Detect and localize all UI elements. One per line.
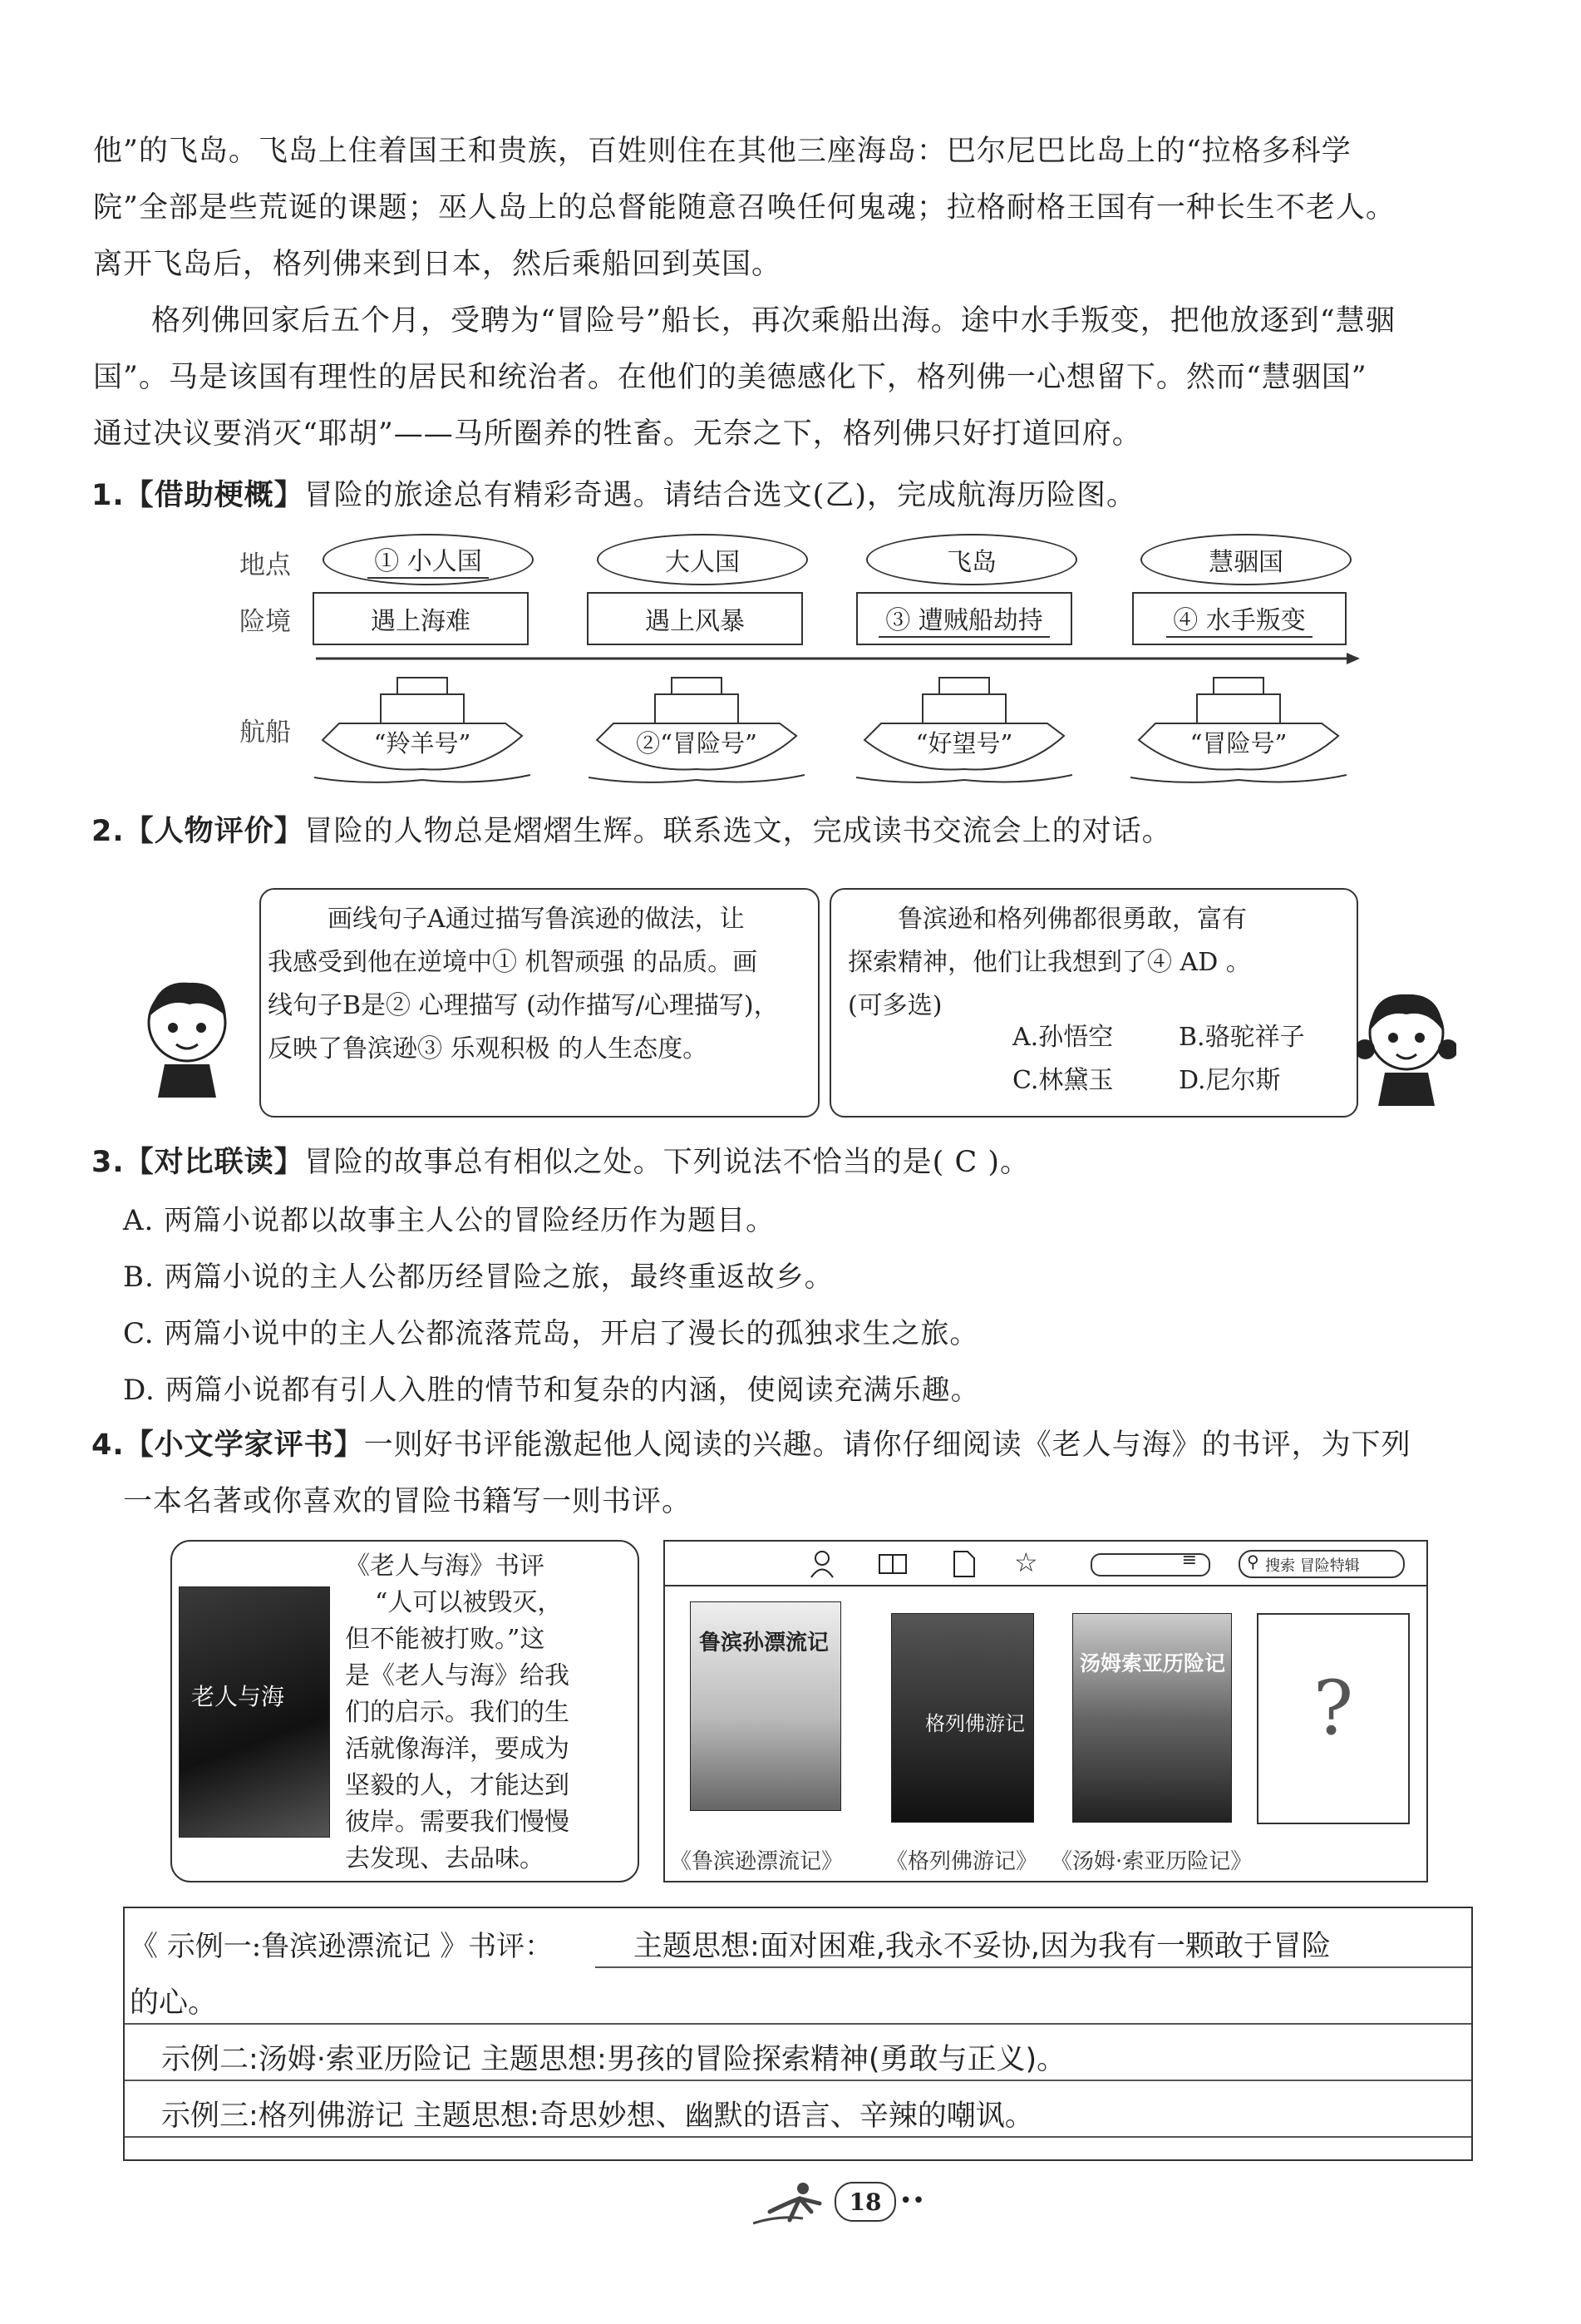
menu-toggle[interactable] <box>1091 1550 1210 1576</box>
answer-prefix: 《 示例一:鲁滨逊漂流记 》书评： <box>130 1930 554 1963</box>
danger-box: 遇上海难 <box>313 592 529 645</box>
toolbar <box>665 1542 1426 1586</box>
book-icon[interactable] <box>878 1553 908 1575</box>
boy-avatar <box>140 975 235 1099</box>
place-oval: 飞岛 <box>866 534 1077 585</box>
book-caption: 《鲁滨逊漂流记》 <box>670 1849 844 1874</box>
search-box[interactable] <box>1239 1550 1405 1578</box>
question-4-line2: 一本名著或你喜欢的冒险书籍写一则书评。 <box>123 1485 692 1518</box>
ship-illustration: “好望号” <box>856 665 1072 786</box>
passage-line: 他”的飞岛。飞岛上住着国王和贵族，百姓则住在其他三座海岛：巴尔尼巴比岛上的“拉格多科学 <box>93 135 1352 168</box>
page-number: 18 <box>835 2182 896 2222</box>
answer-line[interactable]: 主题思想:面对困难,我永不妥协,因为我有一颗敢于冒险 <box>633 1930 1332 1963</box>
danger-box: ③ 遭贼船劫持 <box>856 592 1072 645</box>
review-text: 《老人与海》书评 “人可以被毁灭， 但不能被打败。”这 是《老人与海》给我 们的启示。我们的生 活就像海洋，要成为 坚毅的人，才能达到 彼岸。需要我们慢慢 去发现、去品味。 <box>345 1552 569 1873</box>
danger-box: ④ 水手叛变 <box>1132 592 1347 645</box>
ship-illustration: “冒险号” <box>1130 665 1347 786</box>
question-4 <box>91 1422 1411 1463</box>
place-oval: ① 小人国 <box>323 534 534 585</box>
question-number: 3. <box>91 1146 125 1179</box>
passage-line: 格列佛回家后五个月，受聘为“冒险号”船长，再次乘船出海。途中水手叛变，把他放逐到“慧骃 <box>151 304 1396 338</box>
question-number: 2. <box>91 815 125 848</box>
search-icon: ⚲ <box>1247 1552 1259 1572</box>
choice-c: C.林黛玉 <box>1012 1066 1114 1095</box>
book-caption: 《格列佛游记》 <box>886 1849 1038 1874</box>
question-3 <box>91 1139 1030 1181</box>
answer-line[interactable]: 示例三:格列佛游记 主题思想:奇思妙想、幽默的语言、辛辣的嘲讽。 <box>161 2099 1034 2133</box>
choice-d: D.尼尔斯 <box>1179 1066 1281 1095</box>
question-tag: 【借助梗概】 <box>124 479 304 512</box>
question-tag: 【人物评价】 <box>124 815 304 848</box>
passage-line: 院”全部是些荒诞的课题；巫人岛上的总督能随意召唤任何鬼魂；拉格耐格王国有一种长生不老人。 <box>93 191 1396 225</box>
bookshelf-window <box>663 1540 1428 1882</box>
question-text: 冒险的旅途总有精彩奇遇。请结合选文(乙)，完成航海历险图。 <box>303 479 1136 512</box>
passage-line: 国”。马是该国有理性的居民和统治者。在他们的美德感化下，格列佛一心想留下。然而“慧骃国” <box>93 361 1367 394</box>
choice-b: B.骆驼祥子 <box>1179 1023 1305 1052</box>
question-tag: 【小文学家评书】 <box>124 1428 364 1462</box>
speech-bubble-left: 画线句子A通过描写鲁滨逊的做法，让 我感受到他在逆境中① 机智顽强 的品质。画 线句子B是② 心理描写 (动作描写/心理描写)， 反映了鲁滨逊③ 乐观积极 的人生态度。 <box>259 888 820 1118</box>
question-text: 冒险的故事总有相似之处。下列说法不恰当的是( C )。 <box>303 1146 1031 1179</box>
question-number: 1. <box>91 479 125 512</box>
question-number: 4. <box>91 1428 125 1462</box>
option-c: C. 两篇小说中的主人公都流落荒岛，开启了漫长的孤独求生之旅。 <box>123 1317 979 1350</box>
page-dots: •• <box>899 2188 925 2213</box>
book-cover-robinson[interactable]: 鲁滨孙漂流记 <box>690 1601 841 1811</box>
danger-box: 遇上风暴 <box>587 592 803 645</box>
answer-box <box>123 1907 1473 2161</box>
question-1 <box>91 472 1136 514</box>
passage-line: 离开飞岛后，格列佛来到日本，然后乘船回到英国。 <box>93 248 782 281</box>
ship-illustration: “羚羊号” <box>314 665 530 786</box>
book-cover-old-man-sea: 老人与海 <box>179 1586 330 1838</box>
girl-avatar <box>1357 983 1456 1108</box>
question-tag: 【对比联读】 <box>124 1146 304 1179</box>
row-label-danger: 险境 <box>239 607 291 637</box>
book-cover-gulliver[interactable]: 格列佛游记 <box>891 1613 1034 1823</box>
route-arrow <box>316 650 1363 667</box>
question-mark-icon: ? <box>1313 1665 1354 1752</box>
option-b: B. 两篇小说的主人公都历经冒险之旅，最终重返故乡。 <box>123 1261 834 1294</box>
speech-bubble-right: 鲁滨逊和格列佛都很勇敢，富有 探索精神，他们让我想到了④ AD 。 (可多选) A.孙悟空 B.骆驼祥子 C.林黛玉 D.尼尔斯 <box>830 888 1358 1118</box>
book-caption: 《汤姆·索亚历险记》 <box>1051 1849 1253 1874</box>
question-text: 冒险的人物总是熠熠生辉。联系选文，完成读书交流会上的对话。 <box>303 815 1172 848</box>
ship-illustration: ②“冒险号” <box>589 665 805 786</box>
passage <box>93 123 1473 462</box>
choice-a: A.孙悟空 <box>1012 1023 1114 1052</box>
option-a: A. 两篇小说都以故事主人公的冒险经历作为题目。 <box>123 1204 776 1237</box>
review-card <box>170 1540 639 1882</box>
book-cover-tom-sawyer[interactable]: 汤姆索亚历险记 <box>1072 1613 1232 1823</box>
option-d: D. 两篇小说都有引人入胜的情节和复杂的内涵，使阅读充满乐趣。 <box>123 1374 980 1407</box>
row-label-ship: 航船 <box>239 718 291 748</box>
question-2 <box>91 808 1172 850</box>
answer-line[interactable]: 的心。 <box>130 1986 218 2020</box>
question-text: 一则好书评能激起他人阅读的兴趣。请你仔细阅读《老人与海》的书评，为下列 <box>363 1428 1411 1462</box>
passage-line: 通过决议要消灭“耶胡”——马所圈养的牲畜。无奈之下，格列佛只好打道回府。 <box>93 417 1142 451</box>
place-oval: 慧骃国 <box>1140 534 1352 585</box>
user-icon[interactable] <box>810 1550 835 1578</box>
place-oval: 大人国 <box>597 534 808 585</box>
menu-icon: ≡ <box>1181 1550 1197 1571</box>
star-icon[interactable]: ☆ <box>1014 1547 1038 1578</box>
document-icon[interactable] <box>953 1550 976 1578</box>
mystery-book[interactable] <box>1257 1613 1410 1824</box>
row-label-place: 地点 <box>239 550 291 580</box>
runner-icon <box>753 2178 828 2228</box>
answer-line[interactable]: 示例二:汤姆·索亚历险记 主题思想:男孩的冒险探索精神(勇敢与正义)。 <box>161 2043 1066 2076</box>
search-input[interactable]: 搜索 冒险特辑 <box>1265 1557 1360 1575</box>
